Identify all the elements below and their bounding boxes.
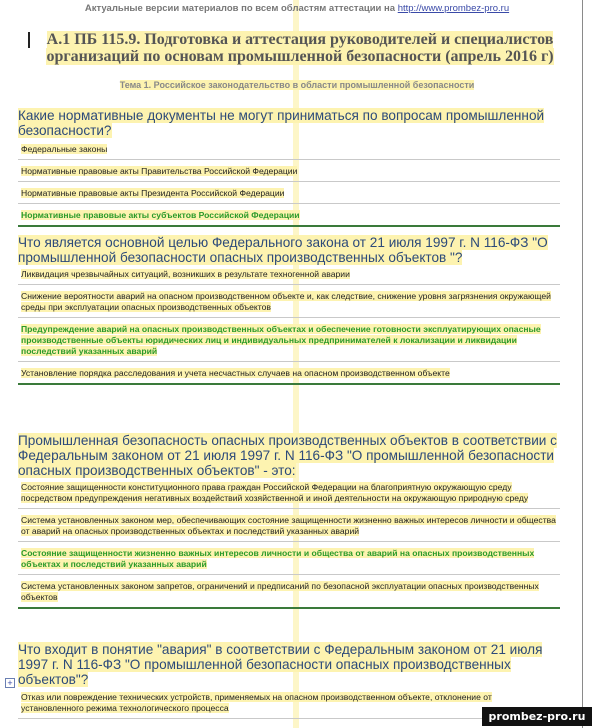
answer-list-4 bbox=[18, 686, 560, 719]
answer-item bbox=[18, 476, 560, 509]
answer-text: Система установленных законом мер, обеспечивающих состояние защищенности жизненно важных интересов личности и общества от аварий на опасных производственных объектах и последствий указанных аварий bbox=[21, 515, 556, 536]
topic-heading-text: Тема 1. Российское законодательство в области промышленной безопасности bbox=[119, 80, 475, 90]
answer-item-correct bbox=[18, 318, 560, 362]
question-3 bbox=[18, 433, 563, 478]
answer-list-2 bbox=[18, 263, 560, 385]
question-text: Что входит в понятие "авария" в соответствии с Федеральным законом от 21 июля 1997 г. N 116-ФЗ "О промышленной безопасности опасных производственных объектов"? bbox=[18, 642, 543, 687]
question-text: Промышленная безопасность опасных производственных объектов в соответствии с Федеральным законом от 21 июля 1997 г. N 116-ФЗ "О промышленной безопасности опасных производственных объектов" - это: bbox=[18, 433, 557, 478]
answer-text: Ликвидация чрезвычайных ситуаций, возникших в результате техногенной аварии bbox=[21, 269, 350, 279]
text-cursor bbox=[28, 32, 30, 48]
document-title-text: А.1 ПБ 115.9. Подготовка и аттестация руководителей и специалистов организаций по основам промышленной безопасности (апрель 2016 г) bbox=[46, 31, 554, 65]
answer-item bbox=[18, 263, 560, 285]
question-4 bbox=[18, 642, 563, 687]
answer-text: Установление порядка расследования и учета несчастных случаев на опасном производственном объекте bbox=[21, 368, 450, 378]
page-edge bbox=[582, 0, 583, 728]
answer-text: Нормативные правовые акты Президента Российской Федерации bbox=[21, 188, 285, 198]
question-2 bbox=[18, 235, 563, 265]
banner-text: Актуальные версии материалов по всем областям аттестации на bbox=[84, 3, 398, 14]
answer-list-1 bbox=[18, 138, 560, 227]
answer-item bbox=[18, 509, 560, 542]
answer-item-correct bbox=[18, 542, 560, 575]
answer-item bbox=[18, 575, 560, 609]
document-title bbox=[30, 31, 570, 65]
question-1 bbox=[18, 108, 563, 138]
answer-item-correct bbox=[18, 204, 560, 227]
answer-text: Нормативные правовые акты Правительства Российской Федерации bbox=[21, 166, 298, 176]
site-watermark: prombez-pro.ru bbox=[482, 707, 592, 726]
answer-list-3 bbox=[18, 476, 560, 609]
top-banner bbox=[0, 3, 594, 14]
answer-text: Состояние защищенности жизненно важных интересов личности и общества от аварий на опасных производственных объектах и последствий указанных аварий bbox=[21, 548, 535, 569]
answer-text: Предупреждение аварий на опасных производственных объектах и обеспечение готовности эксплуатирующих опасные производственные объекты юридических лиц и индивидуальных предпринимателей к локализации и ликвидации последствий указанных аварий bbox=[21, 324, 541, 356]
answer-text: Система установленных законом запретов, ограничений и предписаний по безопасной эксплуатации опасных производственных объектов bbox=[21, 581, 539, 602]
answer-item bbox=[18, 686, 560, 719]
answer-item bbox=[18, 160, 560, 182]
answer-text: Состояние защищенности конституционного права граждан Российской Федерации на благоприятную окружающую среду посредством предупреждения негативных воздействий хозяйственной и иной деятельности на окружающую природную среду bbox=[21, 482, 529, 503]
banner-link[interactable]: http://www.prombez-pro.ru bbox=[397, 3, 510, 14]
answer-text: Снижение вероятности аварий на опасном производственном объекте и, как следствие, снижение уровня загрязнения окружающей среды при эксплуатации опасных производственных объектов bbox=[21, 291, 551, 312]
answer-item bbox=[18, 182, 560, 204]
answer-text: Нормативные правовые акты субъектов Российской Федерации bbox=[21, 210, 300, 220]
answer-item bbox=[18, 285, 560, 318]
answer-text: Отказ или повреждение технических устройств, применяемых на опасном производственном объекте, отклонение от установленного режима технологического процесса bbox=[21, 692, 492, 713]
answer-item bbox=[18, 362, 560, 385]
answer-text: Федеральные законы bbox=[21, 144, 108, 154]
plus-icon[interactable]: + bbox=[5, 678, 15, 688]
topic-heading bbox=[0, 80, 594, 90]
answer-item bbox=[18, 138, 560, 160]
question-text: Какие нормативные документы не могут приниматься по вопросам промышленной безопасности? bbox=[18, 108, 545, 138]
question-text: Что является основной целью Федерального закона от 21 июля 1997 г. N 116-ФЗ "О промышленной безопасности опасных производственных объектов "? bbox=[18, 235, 548, 265]
